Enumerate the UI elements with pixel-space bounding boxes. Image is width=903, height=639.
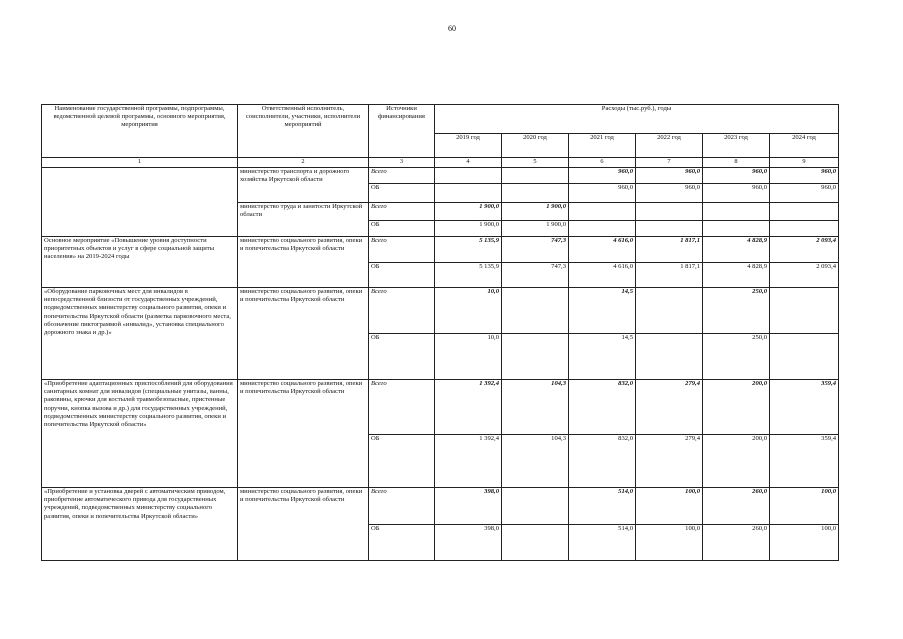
source-ob-label: ОБ — [369, 184, 435, 203]
column-number: 2 — [238, 158, 369, 168]
total-value: 960,0 — [703, 168, 770, 184]
total-value: 4 828,9 — [703, 237, 770, 263]
total-value: 832,0 — [569, 380, 636, 435]
header-year: 2024 год — [770, 134, 839, 158]
activity-name: «Оборудование парковочных мест для инвалидов в непосредственной близости от государственных учреждений, подведомственных министерству социального развития, опеки и попечительства Иркутской области (разметка парковочного места, обозначение пиктограммой «инвалид», установка специального дорожного знака и др.)» — [42, 288, 238, 380]
table-row — [42, 380, 839, 435]
total-value — [770, 203, 839, 221]
total-value: 1 900,0 — [502, 203, 569, 221]
executor-name: министерство социального развития, опеки и попечительства Иркутской области — [238, 380, 369, 488]
column-number: 4 — [435, 158, 502, 168]
ob-value: 514,0 — [569, 525, 636, 561]
total-value: 100,0 — [636, 488, 703, 525]
total-value: 4 616,0 — [569, 237, 636, 263]
header-year: 2021 год — [569, 134, 636, 158]
total-value: 514,0 — [569, 488, 636, 525]
source-ob-label: ОБ — [369, 435, 435, 488]
ob-value — [435, 184, 502, 203]
header-name: Наименование государственной программы, подпрограммы, ведомственной целевой программы, основного мероприятия, мероприятия — [42, 105, 238, 158]
source-total-label: Всего — [369, 203, 435, 221]
column-number: 9 — [770, 158, 839, 168]
total-value: 960,0 — [636, 168, 703, 184]
total-value — [435, 168, 502, 184]
executor-name: министерство социального развития, опеки и попечительства Иркутской области — [238, 488, 369, 561]
ob-value: 832,0 — [569, 435, 636, 488]
ob-value — [502, 184, 569, 203]
table-row — [42, 488, 839, 525]
ob-value: 1 900,0 — [502, 221, 569, 237]
page-number: 60 — [448, 24, 456, 33]
total-value: 200,0 — [703, 380, 770, 435]
activity-name — [42, 168, 238, 237]
ob-value — [569, 221, 636, 237]
ob-value: 4 828,9 — [703, 263, 770, 288]
total-value: 100,0 — [770, 488, 839, 525]
total-value: 359,4 — [770, 380, 839, 435]
total-value: 747,3 — [502, 237, 569, 263]
executor-name: министерство транспорта и дорожного хозяйства Иркутской области — [238, 168, 369, 203]
ob-value — [502, 525, 569, 561]
total-value: 2 093,4 — [770, 237, 839, 263]
ob-value: 398,0 — [435, 525, 502, 561]
total-value — [703, 203, 770, 221]
ob-value: 2 093,4 — [770, 263, 839, 288]
source-ob-label: ОБ — [369, 525, 435, 561]
total-value: 104,3 — [502, 380, 569, 435]
header-year: 2023 год — [703, 134, 770, 158]
total-value: 10,0 — [435, 288, 502, 334]
column-number: 3 — [369, 158, 435, 168]
column-number: 8 — [703, 158, 770, 168]
header-source: Источники финансирования — [369, 105, 435, 158]
total-value — [502, 288, 569, 334]
ob-value — [770, 221, 839, 237]
total-value: 5 135,9 — [435, 237, 502, 263]
ob-value — [703, 221, 770, 237]
ob-value: 100,0 — [770, 525, 839, 561]
total-value — [770, 288, 839, 334]
column-number: 7 — [636, 158, 703, 168]
total-value — [502, 488, 569, 525]
header-year: 2019 год — [435, 134, 502, 158]
column-number: 1 — [42, 158, 238, 168]
source-total-label: Всего — [369, 237, 435, 263]
ob-value: 1 392,4 — [435, 435, 502, 488]
activity-name: «Приобретение и установка дверей с автоматическим приводом, приобретение автоматического привода для государственных учреждений, подведомственных министерству социального развития, опеки и попечительства Иркутской области» — [42, 488, 238, 561]
column-number: 5 — [502, 158, 569, 168]
ob-value: 10,0 — [435, 334, 502, 380]
ob-value: 1 817,1 — [636, 263, 703, 288]
total-value — [636, 288, 703, 334]
ob-value — [636, 334, 703, 380]
column-numbers-row — [42, 158, 839, 168]
activity-name: «Приобретение адаптационных приспособлений для оборудования санитарных комнат для инвалидов (специальные унитазы, ванны, раковины, крючки для костылей травмобезопасные, пристенные поручни, кнопка вызова и др.) для государственных учреждений, подведомственных министерству социального развития, опеки и попечительства Иркутской области» — [42, 380, 238, 488]
ob-value: 14,5 — [569, 334, 636, 380]
header-year: 2022 год — [636, 134, 703, 158]
source-ob-label: ОБ — [369, 221, 435, 237]
source-total-label: Всего — [369, 380, 435, 435]
ob-value: 200,0 — [703, 435, 770, 488]
source-ob-label: ОБ — [369, 334, 435, 380]
header-executor: Ответственный исполнитель, соисполнители, участники, исполнители мероприятий — [238, 105, 369, 158]
total-value: 960,0 — [770, 168, 839, 184]
table-header — [42, 105, 839, 168]
total-value: 1 900,0 — [435, 203, 502, 221]
source-total-label: Всего — [369, 488, 435, 525]
ob-value — [502, 334, 569, 380]
table-row — [42, 237, 839, 263]
total-value: 960,0 — [569, 168, 636, 184]
ob-value: 4 616,0 — [569, 263, 636, 288]
total-value — [502, 168, 569, 184]
ob-value: 960,0 — [770, 184, 839, 203]
table-row — [42, 288, 839, 334]
ob-value: 279,4 — [636, 435, 703, 488]
total-value — [636, 203, 703, 221]
ob-value — [636, 221, 703, 237]
total-value: 279,4 — [636, 380, 703, 435]
executor-name: министерство социального развития, опеки и попечительства Иркутской области — [238, 288, 369, 380]
source-ob-label: ОБ — [369, 263, 435, 288]
ob-value: 260,0 — [703, 525, 770, 561]
ob-value: 960,0 — [636, 184, 703, 203]
executor-name: министерство труда и занятости Иркутской области — [238, 203, 369, 237]
ob-value: 100,0 — [636, 525, 703, 561]
ob-value: 359,4 — [770, 435, 839, 488]
budget-table — [41, 104, 839, 561]
activity-name: Основное мероприятие «Повышение уровня доступности приоритетных объектов и услуг в сфере социальной защиты населения» на 2019-2024 годы — [42, 237, 238, 288]
ob-value — [770, 334, 839, 380]
header-year: 2020 год — [502, 134, 569, 158]
ob-value: 250,0 — [703, 334, 770, 380]
ob-value: 960,0 — [569, 184, 636, 203]
total-value: 1 817,1 — [636, 237, 703, 263]
total-value: 14,5 — [569, 288, 636, 334]
table-row — [42, 168, 839, 184]
executor-name: министерство социального развития, опеки и попечительства Иркутской области — [238, 237, 369, 288]
total-value — [569, 203, 636, 221]
source-total-label: Всего — [369, 168, 435, 184]
total-value: 250,0 — [703, 288, 770, 334]
ob-value: 960,0 — [703, 184, 770, 203]
source-total-label: Всего — [369, 288, 435, 334]
total-value: 398,0 — [435, 488, 502, 525]
ob-value: 5 135,9 — [435, 263, 502, 288]
header-expenses: Расходы (тыс.руб.), годы — [435, 105, 839, 134]
ob-value: 104,3 — [502, 435, 569, 488]
column-number: 6 — [569, 158, 636, 168]
ob-value: 747,3 — [502, 263, 569, 288]
ob-value: 1 900,0 — [435, 221, 502, 237]
total-value: 1 392,4 — [435, 380, 502, 435]
total-value: 260,0 — [703, 488, 770, 525]
